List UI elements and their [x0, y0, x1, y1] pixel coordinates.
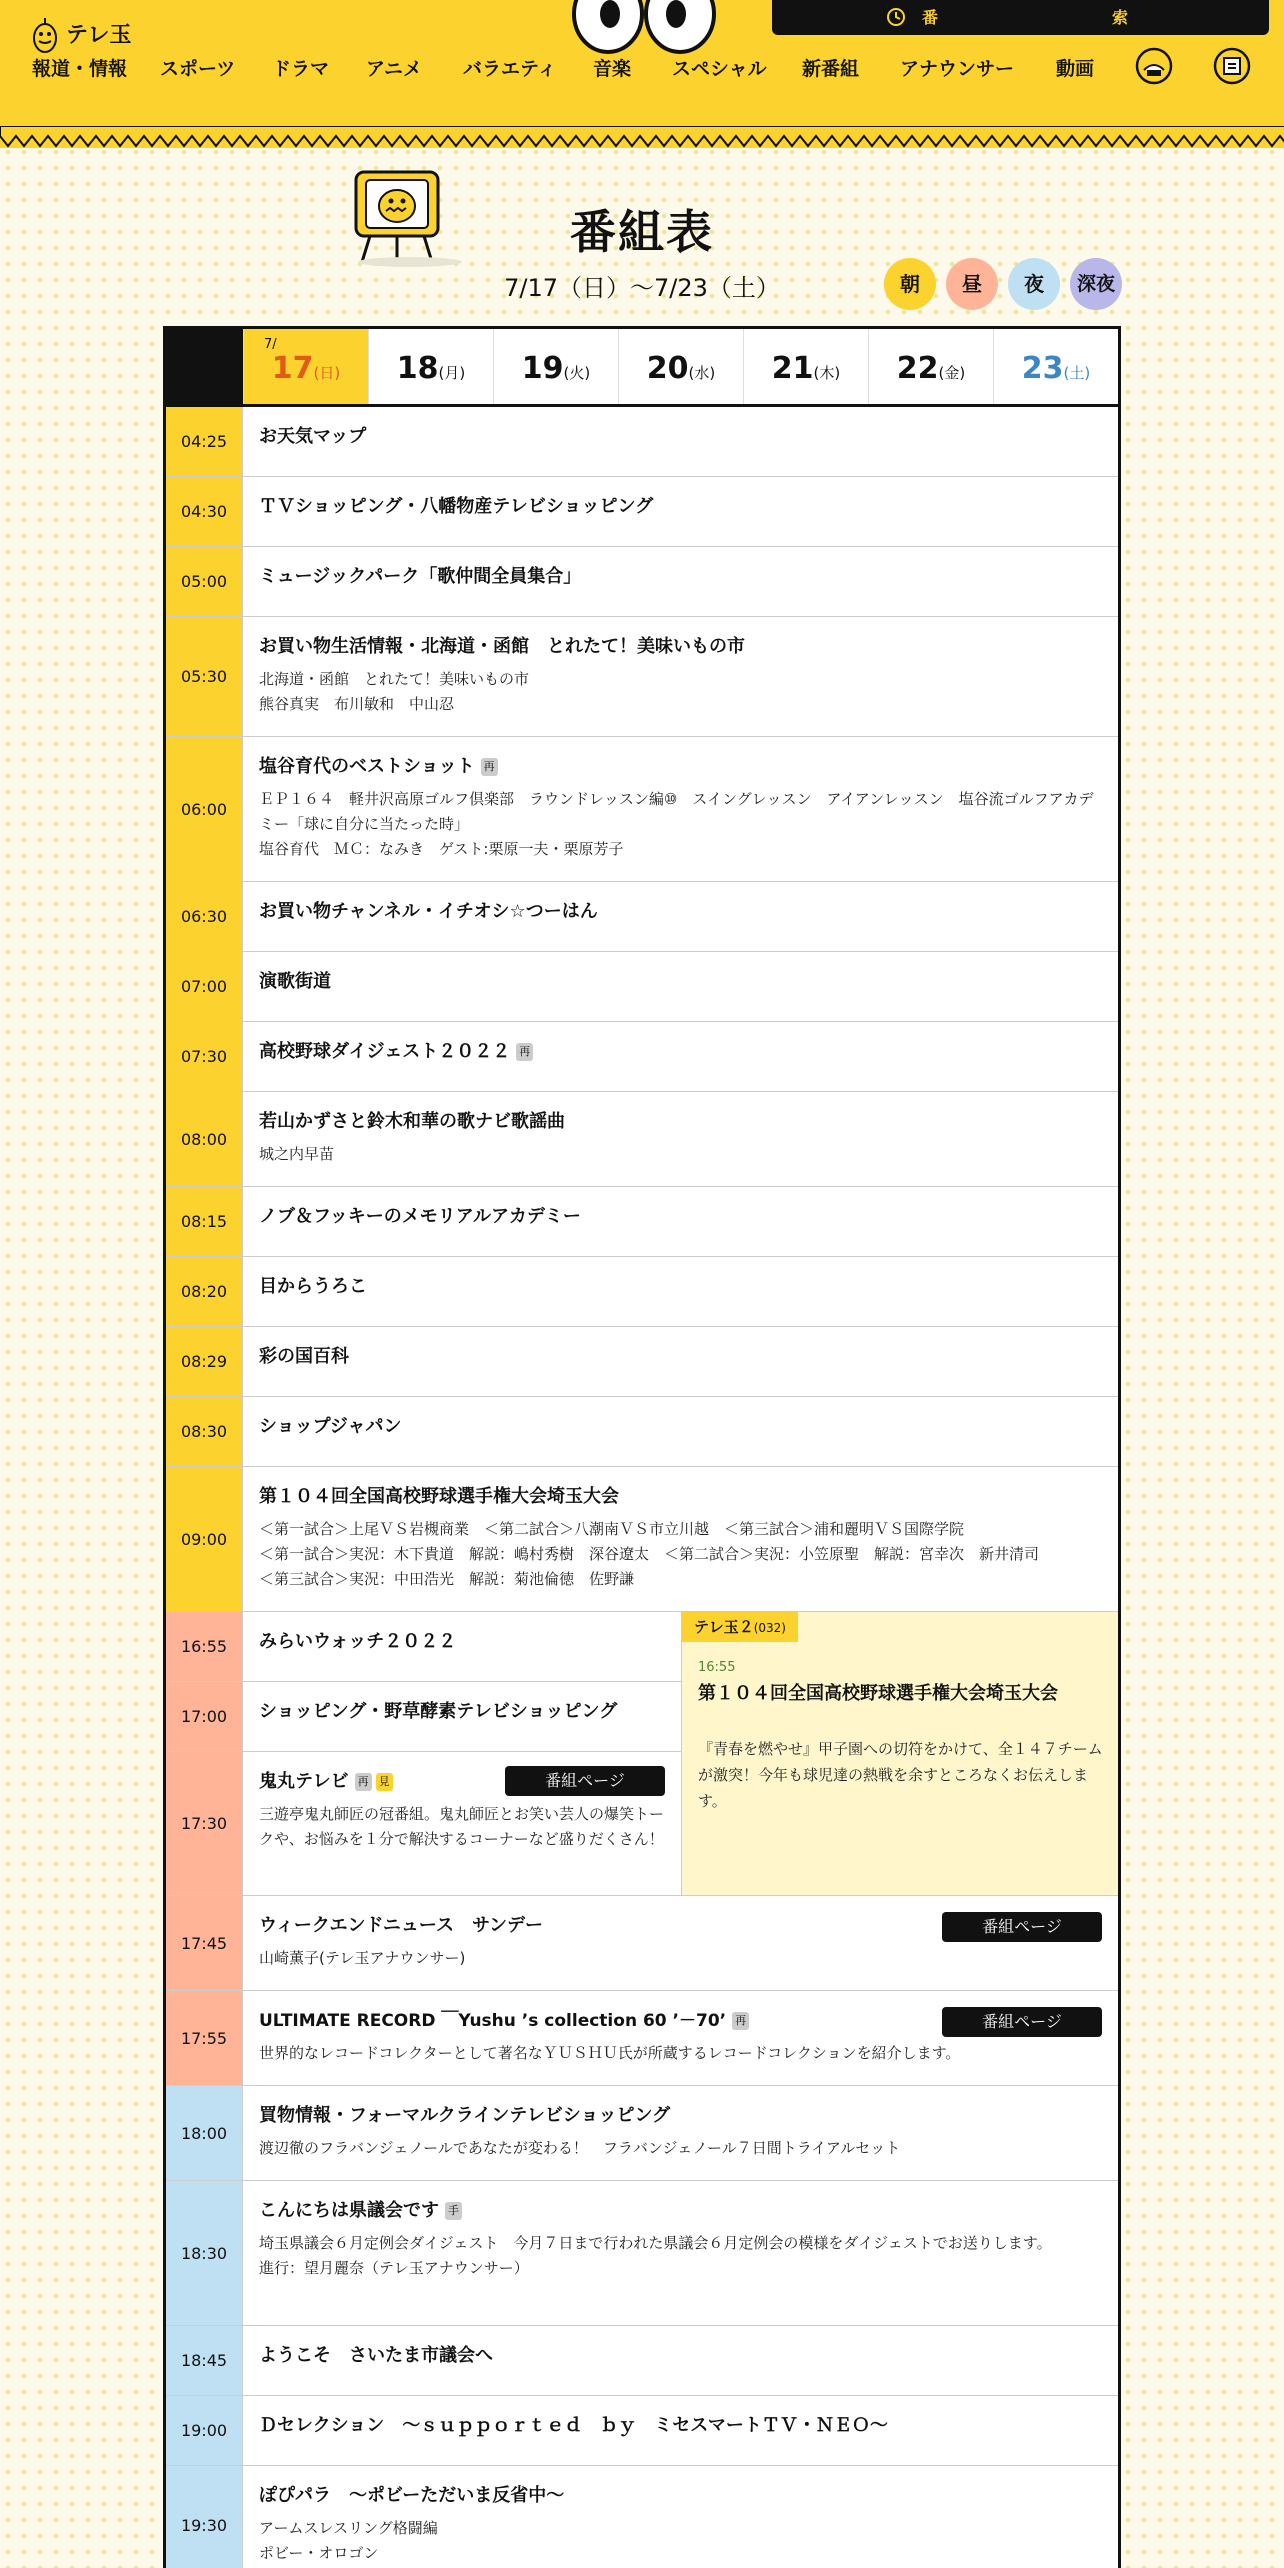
rebroadcast-badge: 再	[355, 1773, 372, 1791]
program-row[interactable]	[166, 1682, 681, 1752]
description-line: 熊谷真実 布川敏和 中山忍	[259, 695, 455, 713]
program-description	[259, 2516, 1102, 2566]
program-description	[259, 787, 1102, 862]
program-title: お買い物チャンネル・イチオシ☆つーはん	[259, 901, 598, 922]
clock-icon	[886, 7, 906, 27]
description-line: 城之内早苗	[259, 1145, 335, 1163]
program-time: 06:30	[166, 882, 243, 951]
program-title: 高校野球ダイジェスト２０２２	[259, 1041, 511, 1062]
program-row[interactable]	[166, 617, 1118, 737]
program-row[interactable]	[166, 1397, 1118, 1467]
subchannel-label	[682, 1612, 798, 1642]
program-title: 買物情報・フォーマルクラインテレビショッピング	[259, 2105, 671, 2126]
program-row[interactable]	[166, 737, 1118, 882]
rebroadcast-badge: 再	[481, 758, 498, 776]
program-row[interactable]	[166, 547, 1118, 617]
day-tab-20[interactable]	[618, 329, 743, 404]
program-row[interactable]	[166, 2086, 1118, 2181]
subchannel-description: 『青春を燃やせ』甲子園への切符をかけて、全１４７チームが激突！今年も球児達の熱戦を余すところなくお伝えします。	[698, 1740, 1103, 1810]
day-weekday: (土)	[1063, 364, 1091, 382]
program-time: 17:45	[166, 1896, 243, 1990]
description-line: ＜第一試合＞上尾ＶＳ岩槻商業 ＜第二試合＞八潮南ＶＳ市立川越 ＜第三試合＞浦和麗明ＶＳ国際学院	[259, 1520, 965, 1538]
program-title: ウィークエンドニュース サンデー	[259, 1915, 544, 1936]
program-row[interactable]	[166, 2396, 1118, 2466]
program-title: 彩の国百科	[259, 1346, 349, 1367]
day-tab-18[interactable]	[368, 329, 493, 404]
program-time: 08:20	[166, 1257, 243, 1326]
date-range: 7/17（日）〜7/23（土）	[504, 274, 780, 302]
teletama-nobori-icon[interactable]	[1133, 38, 1175, 90]
day-number: 21	[771, 351, 814, 386]
description-line: 山崎薫子(テレ玉アナウンサー)	[259, 1949, 466, 1967]
day-number: 19	[521, 351, 564, 386]
program-time: 17:30	[166, 1752, 243, 1895]
program-title: ショッピング・野草酵素テレビショッピング	[259, 1701, 618, 1722]
program-title: ノブ＆フッキーのメモリアルアカデミー	[259, 1206, 581, 1227]
program-title: 第１０４回全国高校野球選手権大会埼玉大会	[259, 1486, 619, 1507]
program-row[interactable]	[166, 407, 1118, 477]
program-time: 19:30	[166, 2466, 243, 2568]
program-title: 若山かずさと鈴木和華の歌ナビ歌謡曲	[259, 1111, 565, 1132]
top-bar	[772, 0, 1269, 35]
nav-drama[interactable]: ドラマ	[272, 58, 330, 80]
program-row[interactable]	[166, 1612, 681, 1682]
nav-new-programs[interactable]: 新番組	[802, 58, 860, 80]
tod-latenight-button[interactable]: 深夜	[1070, 258, 1122, 310]
program-row[interactable]	[166, 1257, 1118, 1327]
subchannel-title: 第１０４回全国高校野球選手権大会埼玉大会	[698, 1683, 1058, 1704]
program-description	[259, 2041, 1102, 2066]
logo-mascot-icon	[28, 14, 62, 56]
day-weekday: (月)	[438, 364, 466, 382]
day-tab-22[interactable]	[868, 329, 993, 404]
description-line: 世界的なレコードコレクターとして著名なＹＵＳＨＵ氏が所蔵するレコードコレクションを紹介します。	[259, 2044, 961, 2062]
program-page-button[interactable]: 番組ページ	[505, 1766, 665, 1796]
program-time: 05:00	[166, 547, 243, 616]
sign-language-badge: 手	[445, 2202, 462, 2220]
description-line: 三遊亭鬼丸師匠の冠番組。鬼丸師匠とお笑い芸人の爆笑トークや、お悩みを１分で解決するコーナーなど盛りだくさん！	[259, 1805, 665, 1848]
main-nav	[0, 54, 1140, 84]
program-guide-link[interactable]: 番	[922, 8, 939, 27]
description-line: 渡辺徹のフラバンジェノールであなたが変わる！ フラバンジェノール７日間トライアルセット	[259, 2139, 901, 2157]
description-line: 埼玉県議会６月定例会ダイジェスト 今月７日まで行われた県議会６月定例会の模様をダイジェストでお送りします。	[259, 2234, 1052, 2252]
description-line: ＜第三試合＞実況：中田浩光 解説：菊池倫徳 佐野謙	[259, 1570, 635, 1588]
program-title: ミュージックパーク「歌仲間全員集合」	[259, 566, 582, 587]
nav-variety[interactable]: バラエティ	[463, 58, 557, 80]
program-title: 鬼丸テレビ	[259, 1771, 349, 1792]
nav-music[interactable]: 音楽	[593, 58, 632, 80]
site-header	[0, 0, 1284, 148]
program-row[interactable]	[166, 952, 1118, 1022]
mascot-eyes-icon	[568, 0, 718, 62]
day-weekday: (日)	[313, 364, 341, 382]
program-time: 17:00	[166, 1682, 243, 1751]
rebroadcast-badge: 再	[732, 2012, 749, 2030]
day-tab-19[interactable]	[493, 329, 618, 404]
description-line: 北海道・函館 とれたて！美味いもの市	[259, 670, 530, 688]
program-description	[259, 2136, 1102, 2161]
program-time: 06:00	[166, 737, 243, 881]
tod-morning-button[interactable]: 朝	[884, 258, 936, 310]
channel-number: (032)	[753, 1621, 786, 1635]
program-description	[259, 1517, 1102, 1592]
day-weekday: (金)	[938, 364, 966, 382]
day-number: 17	[271, 351, 314, 386]
program-row[interactable]	[166, 1752, 681, 1896]
program-time: 09:00	[166, 1467, 243, 1611]
program-description	[259, 667, 1102, 717]
day-number: 23	[1021, 351, 1064, 386]
program-description	[259, 1802, 665, 1852]
program-time: 17:55	[166, 1991, 243, 2085]
program-time: 08:30	[166, 1397, 243, 1466]
day-number: 18	[396, 351, 439, 386]
program-description	[259, 1142, 1102, 1167]
day-weekday: (木)	[813, 364, 841, 382]
program-title: 目からうろこ	[259, 1276, 367, 1297]
day-number: 22	[896, 351, 939, 386]
nav-videos[interactable]: 動画	[1056, 58, 1095, 80]
program-time: 04:25	[166, 407, 243, 476]
program-row[interactable]	[166, 1991, 1118, 2086]
program-time: 18:30	[166, 2181, 243, 2325]
channel-name: テレ玉２	[694, 1618, 754, 1636]
tod-noon-button[interactable]: 昼	[946, 258, 998, 310]
program-row[interactable]	[166, 2326, 1118, 2396]
rebroadcast-badge: 再	[516, 1043, 533, 1061]
header-zigzag-edge	[0, 126, 1284, 150]
nav-special[interactable]: スペシャル	[672, 58, 767, 80]
nav-news[interactable]: 報道・情報	[32, 58, 128, 80]
program-time: 18:45	[166, 2326, 243, 2395]
program-row[interactable]	[166, 1187, 1118, 1257]
program-row[interactable]	[166, 1896, 1118, 1991]
teletama-garden-icon[interactable]	[1211, 38, 1253, 90]
program-description	[259, 2231, 1102, 2281]
program-title: みらいウォッチ２０２２	[259, 1631, 457, 1652]
program-title: 演歌街道	[259, 971, 331, 992]
program-title: Ｄセレクション ～ｓｕｐｐｏｒｔｅｄ ｂｙ ミセスマートＴＶ・ＮＥＯ～	[259, 2415, 888, 2436]
caption-badge: 見	[376, 1773, 393, 1791]
subchannel-time: 16:55	[698, 1660, 736, 1675]
day-header	[166, 329, 1118, 407]
program-row[interactable]	[166, 1327, 1118, 1397]
program-row[interactable]	[166, 1092, 1118, 1187]
program-title: ようこそ さいたま市議会へ	[259, 2345, 493, 2366]
program-time: 05:30	[166, 617, 243, 736]
day-weekday: (水)	[688, 364, 716, 382]
description-line: ポビー・オロゴン	[259, 2544, 379, 2562]
program-row[interactable]	[166, 882, 1118, 952]
nav-announcers[interactable]: アナウンサー	[900, 58, 1015, 80]
program-title: お天気マップ	[259, 426, 367, 447]
program-title: ULTIMATE RECORD ￣Yushu ’s collection 60 ’－70’	[259, 2011, 727, 2031]
search-link[interactable]: 索	[1112, 8, 1129, 27]
program-time: 18:00	[166, 2086, 243, 2180]
description-line: ＜第一試合＞実況：木下貴道 解説：嶋村秀樹 深谷遼太 ＜第二試合＞実況：小笠原聖 解説：宮幸次 新井清司	[259, 1545, 1040, 1563]
day-tab-17[interactable]	[243, 329, 368, 404]
program-title: お買い物生活情報・北海道・函館 とれたて！美味いもの市	[259, 636, 745, 657]
program-time: 08:29	[166, 1327, 243, 1396]
day-tab-21[interactable]	[743, 329, 868, 404]
program-title: ぽぴパラ ～ポビーただいま反省中～	[259, 2485, 565, 2506]
program-row[interactable]	[166, 1467, 1118, 1612]
program-row[interactable]	[166, 2466, 1118, 2568]
program-title: ショップジャパン	[259, 1416, 402, 1437]
subchannel-program[interactable]	[681, 1612, 1118, 1896]
program-time: 07:30	[166, 1022, 243, 1091]
program-row[interactable]	[166, 2181, 1118, 2326]
day-month: 7/	[264, 337, 277, 352]
program-title: こんにちは県議会です	[259, 2200, 439, 2221]
day-number: 20	[646, 351, 689, 386]
program-title: 塩谷育代のベストショット	[259, 756, 475, 777]
program-time: 08:15	[166, 1187, 243, 1256]
program-page-button[interactable]: 番組ページ	[942, 1912, 1102, 1942]
nav-sports[interactable]: スポーツ	[160, 58, 236, 80]
program-time: 19:00	[166, 2396, 243, 2465]
program-row[interactable]	[166, 1022, 1118, 1092]
description-line: 塩谷育代 ＭＣ：なみき ゲスト:栗原一夫・栗原芳子	[259, 840, 624, 858]
program-row[interactable]	[166, 477, 1118, 547]
program-title: ＴＶショッピング・八幡物産テレビショッピング	[259, 496, 654, 517]
description-line: 進行：望月麗奈（テレ玉アナウンサー）	[259, 2259, 529, 2277]
description-line: アームスレスリング格闘編	[259, 2519, 438, 2537]
logo-text: テレ玉	[66, 23, 132, 48]
program-time: 08:00	[166, 1092, 243, 1186]
page-title: 番組表	[570, 205, 714, 259]
program-time: 16:55	[166, 1612, 243, 1681]
header-corner	[166, 329, 243, 404]
program-time: 07:00	[166, 952, 243, 1021]
day-weekday: (火)	[563, 364, 591, 382]
tod-night-button[interactable]: 夜	[1008, 258, 1060, 310]
program-schedule	[163, 326, 1121, 2568]
description-line: ＥＰ１６４ 軽井沢高原ゴルフ倶楽部 ラウンドレッスン編⑩ スイングレッスン アイアンレッスン 塩谷流ゴルフアカデミー「球に自分に当たった時」	[259, 790, 1094, 833]
program-description	[259, 1946, 1102, 1971]
nav-anime[interactable]: アニメ	[366, 58, 423, 80]
program-page-button[interactable]: 番組ページ	[942, 2007, 1102, 2037]
day-tab-23[interactable]	[993, 329, 1118, 404]
program-time: 04:30	[166, 477, 243, 546]
